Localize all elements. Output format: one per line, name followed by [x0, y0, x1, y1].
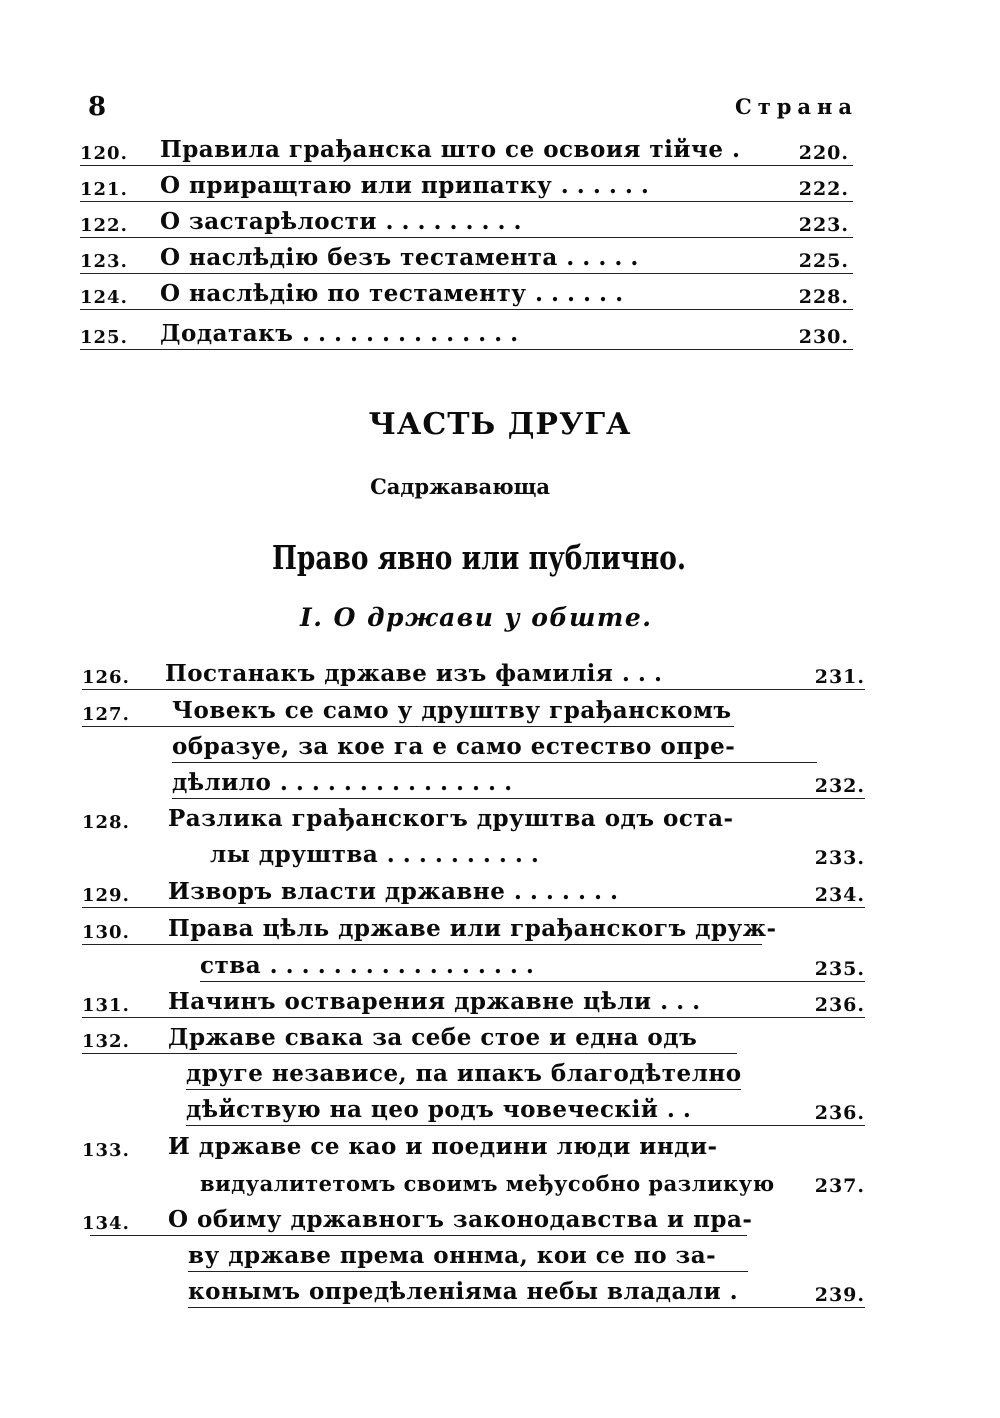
row-rule	[80, 349, 853, 351]
row-rule	[82, 1017, 865, 1019]
row-rule	[186, 1089, 741, 1091]
toc-entry-page: 230.	[798, 326, 849, 348]
toc-entry-title-cont: конымъ опредѣленіяма небы владали .	[188, 1278, 738, 1305]
toc-entry-number: 130.	[82, 922, 130, 943]
toc-entry-title-cont: ву државе према оннма, кои се по за-	[188, 1242, 717, 1269]
toc-entry-130-end	[82, 952, 865, 982]
toc-entry-127-end	[82, 769, 865, 799]
toc-entry-number: 128.	[82, 812, 130, 833]
leader-dots: . . . . . . . . . .	[386, 841, 539, 868]
leader-dots: . . . . . .	[535, 280, 624, 307]
toc-entry-page: 225.	[798, 250, 849, 272]
toc-entry-127-cont	[82, 733, 865, 763]
toc-entry-title-cont: дѣлило . . . . . . . . . . . . . . .	[172, 769, 513, 796]
toc-entry-page: 237.	[814, 1175, 865, 1197]
toc-entry-number: 122.	[80, 215, 128, 236]
section-heading: I. О држави у обште.	[300, 603, 653, 632]
toc-entry-title-cont: лы друштва . . . . . . . . . .	[210, 841, 539, 868]
toc-entry-page: 228.	[798, 286, 849, 308]
toc-entry-132-end	[82, 1096, 865, 1126]
toc-entry-title-cont: друге независе, па ипакъ благодѣтелно	[186, 1060, 742, 1087]
toc-entry-number: 126.	[82, 667, 130, 688]
toc-entry-128-end	[82, 841, 865, 871]
row-rule	[186, 1125, 865, 1127]
page-number: 8	[88, 92, 107, 122]
row-rule	[80, 273, 853, 275]
toc-entry-page: 239.	[814, 1284, 865, 1306]
toc-entry-123	[80, 244, 853, 274]
toc-entry-title: Начинъ остварения државне цѣли . . .	[168, 988, 701, 1015]
toc-entry-129	[82, 878, 865, 908]
toc-entry-page: 235.	[814, 958, 865, 980]
toc-entry-number: 133.	[82, 1140, 130, 1161]
toc-entry-title: Разлика грађанскогъ друштва одъ оста-	[168, 805, 734, 832]
toc-entry-title: Човекъ се само у друштву грађанскомъ	[172, 697, 732, 724]
row-rule	[188, 1271, 748, 1273]
toc-entry-122	[80, 208, 853, 238]
toc-entry-128	[82, 805, 865, 835]
toc-entry-page: 236.	[814, 994, 865, 1016]
toc-entry-title: О обиму државногъ законодавства и пра-	[168, 1206, 753, 1233]
toc-entry-number: 132.	[82, 1031, 130, 1052]
toc-entry-125	[80, 320, 853, 350]
toc-entry-title: Права цѣль државе или грађанскогъ друж-	[168, 915, 777, 942]
toc-entry-page: 234.	[814, 884, 865, 906]
toc-entry-120	[80, 136, 853, 166]
toc-entry-page: 220.	[798, 142, 849, 164]
toc-entry-127	[82, 697, 865, 727]
toc-entry-number: 120.	[80, 143, 128, 164]
row-rule	[172, 798, 865, 800]
toc-entry-title: Изворъ власти државне . . . . . . .	[168, 878, 618, 905]
toc-entry-page: 232.	[814, 775, 865, 797]
toc-entry-134	[82, 1206, 865, 1236]
page-column-header: Страна	[735, 94, 858, 119]
row-rule	[82, 689, 865, 691]
part-subtitle: Садржавающа	[370, 474, 550, 499]
leader-dots: . . . . .	[566, 244, 639, 271]
toc-entry-133	[82, 1133, 865, 1163]
toc-entry-124	[80, 280, 853, 310]
toc-entry-number: 121.	[80, 179, 128, 200]
toc-entry-title: О наслѣдію по тестаменту . . . . . .	[160, 280, 624, 307]
toc-entry-title-cont: образуе, за кое га е само естество опре-	[172, 733, 736, 760]
toc-entry-title: Постанакъ државе изъ фамилія . . .	[165, 660, 662, 687]
row-rule	[82, 1053, 737, 1055]
leader-dots: . . .	[621, 660, 662, 687]
leader-dots: . .	[666, 1096, 691, 1123]
toc-entry-131	[82, 988, 865, 1018]
toc-entry-page: 236.	[814, 1102, 865, 1124]
toc-entry-132	[82, 1024, 865, 1054]
toc-entry-number: 127.	[82, 704, 130, 725]
toc-entry-126	[82, 660, 865, 690]
toc-entry-133-end	[82, 1169, 865, 1199]
row-rule	[90, 1235, 747, 1237]
toc-entry-title-cont: ства . . . . . . . . . . . . . . . . .	[200, 952, 534, 979]
toc-entry-134-end	[82, 1278, 865, 1308]
row-rule	[80, 237, 853, 239]
toc-entry-title: Државе свака за себе стое и една одъ	[168, 1024, 698, 1051]
toc-entry-title: И државе се као и поедини люди инди-	[168, 1133, 718, 1160]
toc-entry-title: Правила грађанска што се освоия тійче .	[160, 136, 740, 163]
toc-entry-page: 233.	[814, 847, 865, 869]
toc-entry-page: 223.	[798, 214, 849, 236]
row-rule	[82, 907, 865, 909]
leader-dots: . . . . . . . . . . . . . .	[301, 320, 519, 347]
row-rule	[200, 981, 865, 983]
leader-dots: .	[731, 136, 740, 163]
leader-dots: . . . . . .	[560, 172, 649, 199]
row-rule	[188, 1307, 865, 1309]
row-rule	[82, 944, 762, 946]
row-rule	[80, 309, 853, 311]
toc-entry-number: 134.	[82, 1213, 130, 1234]
toc-entry-number: 129.	[82, 885, 130, 906]
leader-dots: .	[729, 1278, 738, 1305]
part-title: ЧАСТЬ ДРУГА	[368, 407, 632, 442]
toc-entry-number: 123.	[80, 251, 128, 272]
toc-entry-page: 222.	[798, 178, 849, 200]
toc-entry-134-cont	[82, 1242, 865, 1272]
row-rule	[80, 165, 853, 167]
toc-entry-number: 131.	[82, 995, 130, 1016]
row-rule	[80, 201, 853, 203]
row-rule	[172, 762, 817, 764]
toc-entry-130	[82, 915, 865, 945]
toc-entry-page: 231.	[814, 666, 865, 688]
toc-entry-132-cont	[82, 1060, 865, 1090]
leader-dots: . . . . . . .	[513, 878, 618, 905]
toc-entry-121	[80, 172, 853, 202]
toc-entry-number: 124.	[80, 287, 128, 308]
toc-entry-title: О наслѣдію безъ тестамента . . . . .	[160, 244, 639, 271]
toc-entry-title-cont: видуалитетомъ своимъ међусобно разликую	[200, 1171, 775, 1196]
part-heading: Право явно или публично.	[272, 538, 687, 577]
toc-entry-title-cont: дѣйствую на цео родъ човеческій . .	[186, 1096, 691, 1123]
toc-entry-title: О приращтаю или припатку . . . . . .	[160, 172, 649, 199]
leader-dots: . . . . . . . . . . . . . . .	[279, 769, 513, 796]
toc-entry-number: 125.	[80, 327, 128, 348]
row-rule	[82, 726, 734, 728]
toc-entry-title: О застарѣлости . . . . . . . . .	[160, 208, 522, 235]
leader-dots: . . . . . . . . .	[385, 208, 522, 235]
toc-entry-title: Додатакъ . . . . . . . . . . . . . .	[160, 320, 519, 347]
leader-dots: . . .	[660, 988, 701, 1015]
leader-dots: . . . . . . . . . . . . . . . . .	[269, 952, 534, 979]
